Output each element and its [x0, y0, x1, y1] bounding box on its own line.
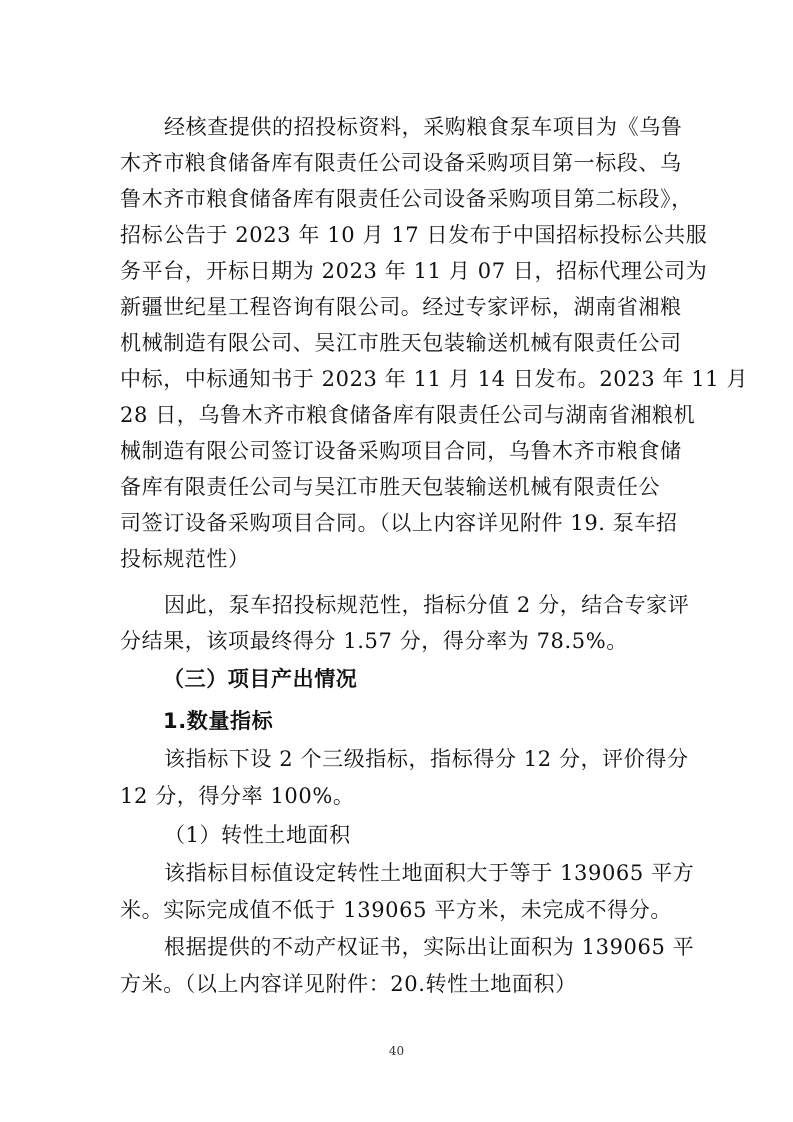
paragraph-line: 木齐市粮食储备库有限责任公司设备采购项目第一标段、乌: [120, 151, 682, 175]
section-heading: （三）项目产出情况: [163, 667, 358, 691]
paragraph-line: 投标规范性）: [120, 547, 250, 571]
paragraph-line: 该指标目标值设定转性土地面积大于等于 139065 平方: [164, 861, 695, 885]
page-number: 40: [388, 1044, 405, 1058]
subsection-heading: 1.数量指标: [163, 709, 274, 733]
paragraph-line: 机械制造有限公司、吴江市胜天包装输送机械有限责任公司: [120, 331, 682, 355]
paragraph-line: 械制造有限公司签订设备采购项目合同，乌鲁木齐市粮食储: [120, 439, 682, 463]
paragraph-line: 中标，中标通知书于 2023 年 11 月 14 日发布。2023 年 11 月: [120, 367, 749, 391]
paragraph-line: 招标公告于 2023 年 10 月 17 日发布于中国招标投标公共服: [120, 223, 708, 247]
paragraph-line: 方米。（以上内容详见附件：20.转性土地面积）: [120, 972, 577, 996]
paragraph-line: 因此，泵车招投标规范性，指标分值 2 分，结合专家评: [164, 593, 690, 617]
paragraph-line: 分结果，该项最终得分 1.57 分，得分率为 78.5%。: [120, 629, 628, 653]
paragraph-line: 该指标下设 2 个三级指标，指标得分 12 分，评价得分: [164, 747, 689, 771]
item-heading: （1）转性土地面积: [164, 823, 351, 847]
paragraph-line: 经核查提供的招投标资料，采购粮食泵车项目为《乌鲁: [164, 115, 683, 139]
paragraph-line: 28 日，乌鲁木齐市粮食储备库有限责任公司与湖南省湘粮机: [120, 403, 696, 427]
paragraph-line: 司签订设备采购项目合同。（以上内容详见附件 19. 泵车招: [120, 511, 678, 535]
paragraph-line: 根据提供的不动产权证书，实际出让面积为 139065 平: [164, 935, 695, 959]
paragraph-line: 备库有限责任公司与吴江市胜天包装输送机械有限责任公: [120, 475, 660, 499]
paragraph-line: 12 分，得分率 100%。: [120, 784, 355, 808]
paragraph-line: 鲁木齐市粮食储备库有限责任公司设备采购项目第二标段》，: [120, 187, 693, 211]
paragraph-line: 务平台，开标日期为 2023 年 11 月 07 日，招标代理公司为: [120, 259, 708, 283]
paragraph-line: 新疆世纪星工程咨询有限公司。经过专家评标，湖南省湘粮: [120, 295, 682, 319]
paragraph-line: 米。实际完成值不低于 139065 平方米，未完成不得分。: [120, 898, 672, 922]
